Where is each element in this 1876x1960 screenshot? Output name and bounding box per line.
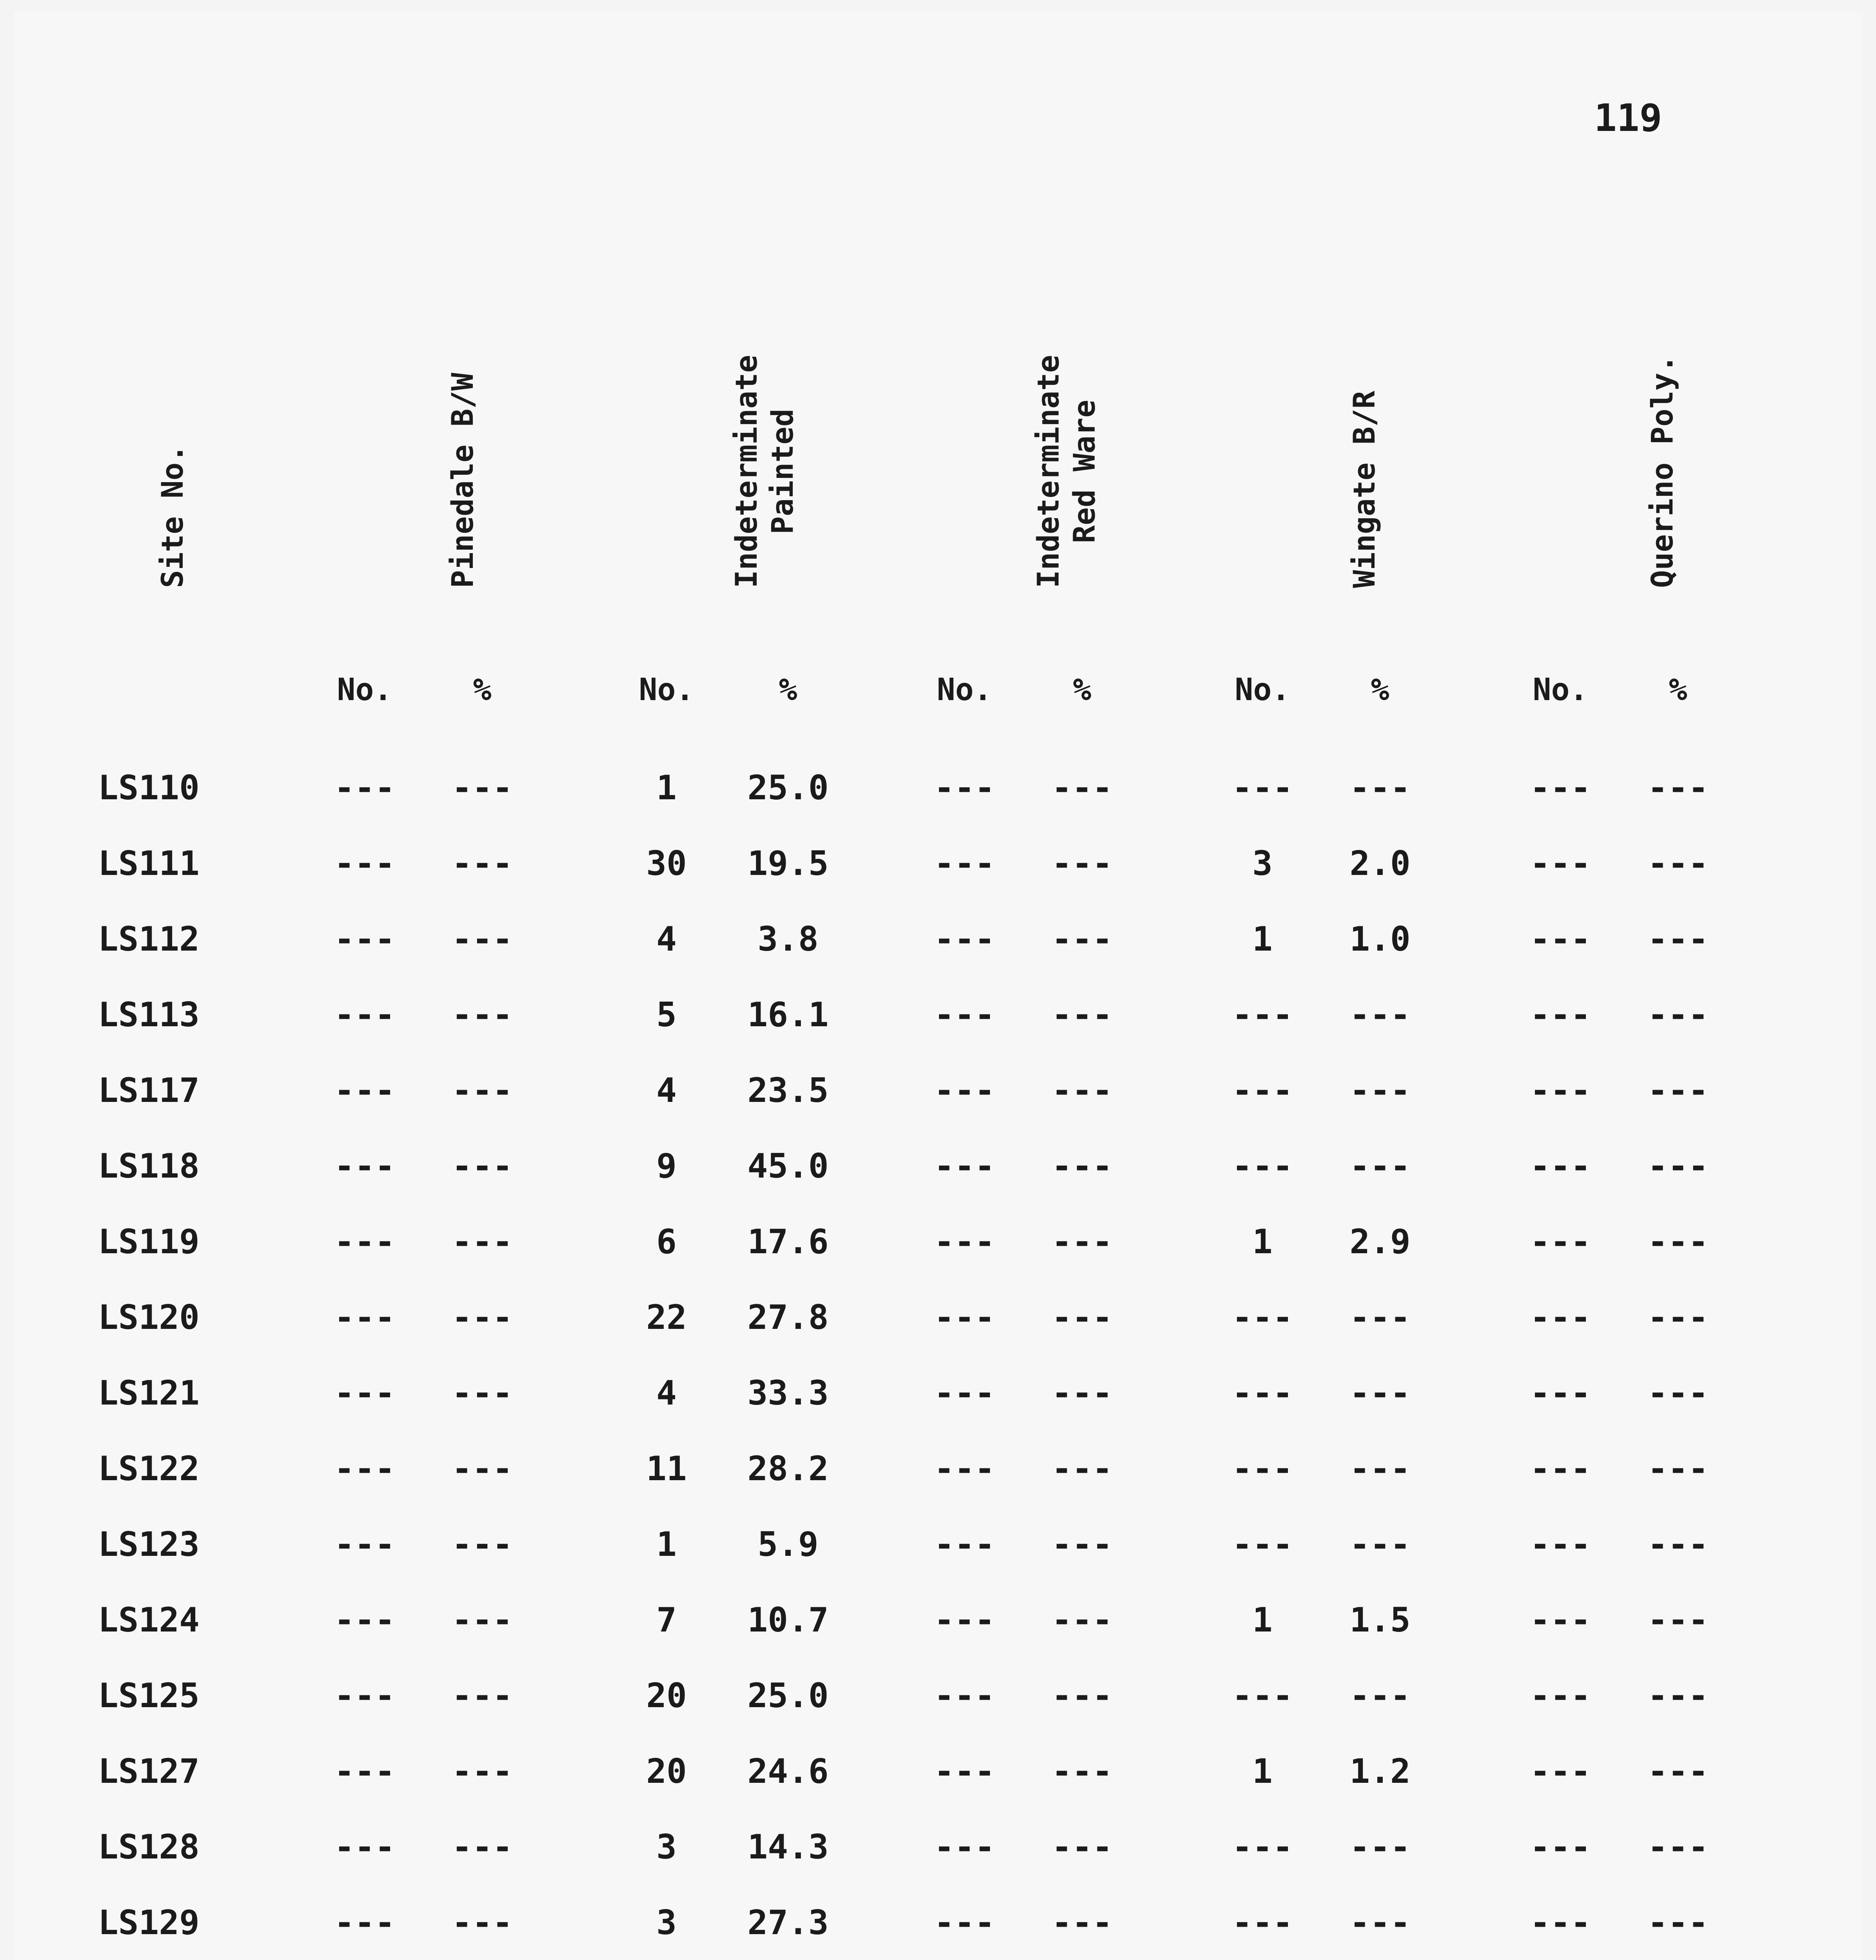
table-cell: 1: [1252, 1601, 1273, 1640]
table-cell: 1.2: [1349, 1752, 1411, 1791]
table-cell: ---: [1052, 768, 1113, 808]
table-cell: ---: [1232, 1298, 1293, 1337]
table-cell: 11: [646, 1449, 687, 1488]
table-cell: ---: [334, 844, 395, 883]
table-cell: 27.3: [747, 1903, 829, 1942]
table-cell: ---: [452, 1147, 513, 1186]
table-cell: ---: [1530, 768, 1591, 808]
site-number-cell: LS121: [98, 1374, 200, 1413]
table-cell: ---: [452, 1828, 513, 1867]
table-cell: 1: [1252, 1752, 1273, 1791]
table-cell: ---: [1349, 1071, 1411, 1110]
table-cell: ---: [934, 995, 995, 1034]
table-cell: ---: [1530, 1449, 1591, 1488]
subheader-no: No.: [639, 672, 694, 708]
table-cell: ---: [1232, 1828, 1293, 1867]
column-header-line: Painted: [765, 408, 800, 534]
site-number-cell: LS112: [98, 920, 200, 959]
site-number-cell: LS128: [98, 1828, 200, 1867]
column-header-line: Indeterminate: [729, 355, 764, 588]
column-header-querino: [1644, 355, 1680, 588]
table-cell: ---: [1647, 1147, 1709, 1186]
page-number: 119: [1594, 96, 1662, 140]
subheader-no: No.: [1235, 672, 1290, 708]
table-cell: ---: [1052, 1525, 1113, 1564]
table-cell: 3: [1252, 844, 1273, 883]
table-cell: ---: [934, 1601, 995, 1640]
table-cell: 23.5: [747, 1071, 829, 1110]
table-cell: ---: [1052, 1374, 1113, 1413]
table-cell: 4: [656, 920, 677, 959]
subheader-percent: %: [1371, 672, 1389, 708]
table-cell: ---: [934, 1903, 995, 1942]
table-cell: 7: [656, 1601, 677, 1640]
table-cell: ---: [334, 1525, 395, 1564]
table-cell: 24.6: [747, 1752, 829, 1791]
table-cell: ---: [1052, 844, 1113, 883]
table-cell: ---: [1052, 1676, 1113, 1715]
table-cell: 10.7: [747, 1601, 829, 1640]
table-cell: 14.3: [747, 1828, 829, 1867]
table-cell: ---: [334, 1752, 395, 1791]
table-cell: ---: [934, 1147, 995, 1186]
table-cell: ---: [934, 1071, 995, 1110]
subheader-percent: %: [1669, 672, 1687, 708]
table-cell: 22: [646, 1298, 687, 1337]
table-cell: ---: [1530, 1601, 1591, 1640]
table-cell: ---: [1349, 1828, 1411, 1867]
site-number-cell: LS129: [98, 1903, 200, 1942]
table-cell: ---: [1052, 1601, 1113, 1640]
table-cell: 20: [646, 1676, 687, 1715]
table-cell: 4: [656, 1374, 677, 1413]
table-cell: ---: [934, 768, 995, 808]
table-cell: ---: [1232, 1147, 1293, 1186]
table-cell: ---: [452, 995, 513, 1034]
column-header-line: Pinedale B/W: [445, 372, 480, 588]
column-header-line: Wingate B/R: [1347, 390, 1382, 588]
table-cell: 3: [656, 1903, 677, 1942]
table-cell: ---: [1647, 1071, 1709, 1110]
table-cell: 30: [646, 844, 687, 883]
table-cell: ---: [334, 1676, 395, 1715]
table-cell: ---: [934, 1298, 995, 1337]
table-cell: ---: [1647, 920, 1709, 959]
subheader-no: No.: [1533, 672, 1588, 708]
table-cell: 4: [656, 1071, 677, 1110]
table-cell: ---: [1647, 1374, 1709, 1413]
table-cell: ---: [452, 1676, 513, 1715]
table-cell: ---: [334, 920, 395, 959]
table-cell: 17.6: [747, 1222, 829, 1261]
column-header-wingate: [1346, 391, 1382, 588]
table-cell: ---: [334, 1071, 395, 1110]
table-cell: ---: [1530, 1374, 1591, 1413]
table-cell: ---: [1530, 995, 1591, 1034]
table-cell: ---: [1530, 1828, 1591, 1867]
table-cell: ---: [1530, 1525, 1591, 1564]
table-cell: ---: [934, 1525, 995, 1564]
table-cell: 28.2: [747, 1449, 829, 1488]
table-cell: ---: [1647, 768, 1709, 808]
table-cell: ---: [334, 1298, 395, 1337]
site-number-cell: LS113: [98, 995, 200, 1034]
column-header-line: Indeterminate: [1031, 355, 1066, 588]
table-cell: ---: [1647, 1222, 1709, 1261]
column-header-line: Red Ware: [1067, 399, 1102, 543]
table-cell: ---: [334, 1147, 395, 1186]
table-cell: ---: [452, 1903, 513, 1942]
site-number-cell: LS122: [98, 1449, 200, 1488]
subheader-no: No.: [937, 672, 992, 708]
table-cell: 1: [1252, 1222, 1273, 1261]
site-number-cell: LS124: [98, 1601, 200, 1640]
site-number-cell: LS119: [98, 1222, 200, 1261]
column-header-indet_painted: [728, 355, 801, 588]
table-cell: ---: [1530, 1298, 1591, 1337]
table-cell: 3: [656, 1828, 677, 1867]
table-cell: ---: [1530, 844, 1591, 883]
table-cell: ---: [452, 1071, 513, 1110]
table-cell: ---: [1232, 1676, 1293, 1715]
table-cell: ---: [1647, 1601, 1709, 1640]
table-cell: ---: [1349, 1676, 1411, 1715]
table-cell: ---: [452, 1222, 513, 1261]
table-cell: ---: [1232, 1071, 1293, 1110]
table-cell: ---: [934, 1374, 995, 1413]
table-cell: ---: [334, 1222, 395, 1261]
table-cell: ---: [452, 1374, 513, 1413]
site-number-cell: LS118: [98, 1147, 200, 1186]
site-number-cell: LS111: [98, 844, 200, 883]
document-page: [14, 12, 1863, 1960]
table-cell: ---: [1349, 1903, 1411, 1942]
table-cell: ---: [334, 1374, 395, 1413]
subheader-no: No.: [337, 672, 392, 708]
site-number-cell: LS123: [98, 1525, 200, 1564]
table-cell: ---: [452, 1525, 513, 1564]
table-cell: 20: [646, 1752, 687, 1791]
subheader-percent: %: [779, 672, 797, 708]
table-cell: 1: [1252, 920, 1273, 959]
table-cell: ---: [1349, 1525, 1411, 1564]
table-cell: 3.8: [757, 920, 819, 959]
table-cell: ---: [334, 1601, 395, 1640]
table-cell: ---: [1052, 920, 1113, 959]
table-cell: ---: [1647, 1298, 1709, 1337]
table-cell: 19.5: [747, 844, 829, 883]
table-cell: ---: [1530, 1147, 1591, 1186]
table-cell: ---: [452, 1298, 513, 1337]
column-header-pinedale: [445, 373, 481, 588]
table-cell: ---: [1052, 1222, 1113, 1261]
table-cell: ---: [1232, 1449, 1293, 1488]
table-cell: 2.9: [1349, 1222, 1411, 1261]
table-cell: ---: [934, 1449, 995, 1488]
table-cell: ---: [934, 1752, 995, 1791]
column-header-site: [154, 445, 191, 588]
table-cell: 25.0: [747, 768, 829, 808]
table-cell: ---: [934, 1828, 995, 1867]
table-cell: 9: [656, 1147, 677, 1186]
table-cell: 33.3: [747, 1374, 829, 1413]
table-cell: 2.0: [1349, 844, 1411, 883]
table-cell: ---: [1052, 1071, 1113, 1110]
table-cell: ---: [452, 920, 513, 959]
table-cell: ---: [1647, 995, 1709, 1034]
table-cell: ---: [934, 1676, 995, 1715]
site-number-cell: LS117: [98, 1071, 200, 1110]
site-number-cell: LS125: [98, 1676, 200, 1715]
table-cell: ---: [1530, 1222, 1591, 1261]
table-cell: 27.8: [747, 1298, 829, 1337]
table-cell: ---: [934, 1222, 995, 1261]
table-cell: 45.0: [747, 1147, 829, 1186]
table-cell: 1: [656, 768, 677, 808]
table-cell: 16.1: [747, 995, 829, 1034]
table-cell: ---: [934, 920, 995, 959]
column-header-line: Site No.: [155, 444, 190, 588]
table-cell: ---: [934, 844, 995, 883]
table-cell: ---: [1647, 1449, 1709, 1488]
table-cell: ---: [1530, 920, 1591, 959]
table-cell: ---: [1349, 768, 1411, 808]
table-cell: 5.9: [757, 1525, 819, 1564]
column-header-indet_red: [1030, 355, 1102, 588]
table-cell: ---: [452, 1752, 513, 1791]
table-cell: ---: [1232, 1525, 1293, 1564]
table-cell: ---: [1232, 768, 1293, 808]
table-cell: ---: [452, 768, 513, 808]
table-cell: ---: [1052, 1147, 1113, 1186]
table-cell: ---: [1349, 1147, 1411, 1186]
table-cell: ---: [1530, 1752, 1591, 1791]
subheader-percent: %: [473, 672, 492, 708]
table-cell: ---: [1530, 1903, 1591, 1942]
table-cell: ---: [1052, 1903, 1113, 1942]
table-cell: ---: [1052, 1449, 1113, 1488]
table-cell: ---: [1647, 1525, 1709, 1564]
table-cell: 25.0: [747, 1676, 829, 1715]
table-cell: ---: [1647, 1752, 1709, 1791]
table-cell: ---: [1647, 844, 1709, 883]
table-cell: ---: [1349, 1449, 1411, 1488]
table-cell: ---: [1530, 1071, 1591, 1110]
table-cell: ---: [1052, 1828, 1113, 1867]
table-cell: ---: [1349, 1298, 1411, 1337]
table-cell: ---: [334, 1828, 395, 1867]
table-cell: 5: [656, 995, 677, 1034]
table-cell: ---: [1647, 1828, 1709, 1867]
table-cell: ---: [452, 844, 513, 883]
column-header-line: Querino Poly.: [1645, 355, 1680, 588]
table-cell: ---: [452, 1449, 513, 1488]
site-number-cell: LS120: [98, 1298, 200, 1337]
site-number-cell: LS127: [98, 1752, 200, 1791]
table-cell: ---: [334, 1903, 395, 1942]
table-cell: ---: [1052, 995, 1113, 1034]
table-cell: ---: [334, 768, 395, 808]
table-cell: ---: [1232, 995, 1293, 1034]
table-cell: ---: [1052, 1298, 1113, 1337]
table-cell: ---: [1349, 1374, 1411, 1413]
table-cell: ---: [1052, 1752, 1113, 1791]
table-cell: 1.5: [1349, 1601, 1411, 1640]
table-cell: ---: [1647, 1903, 1709, 1942]
table-cell: ---: [1349, 995, 1411, 1034]
table-cell: ---: [1530, 1676, 1591, 1715]
table-cell: ---: [334, 1449, 395, 1488]
table-cell: ---: [1647, 1676, 1709, 1715]
table-cell: 1.0: [1349, 920, 1411, 959]
subheader-percent: %: [1073, 672, 1091, 708]
table-cell: ---: [334, 995, 395, 1034]
table-cell: ---: [1232, 1374, 1293, 1413]
table-cell: 6: [656, 1222, 677, 1261]
table-cell: 1: [656, 1525, 677, 1564]
site-number-cell: LS110: [98, 768, 200, 808]
table-cell: ---: [1232, 1903, 1293, 1942]
table-cell: ---: [452, 1601, 513, 1640]
